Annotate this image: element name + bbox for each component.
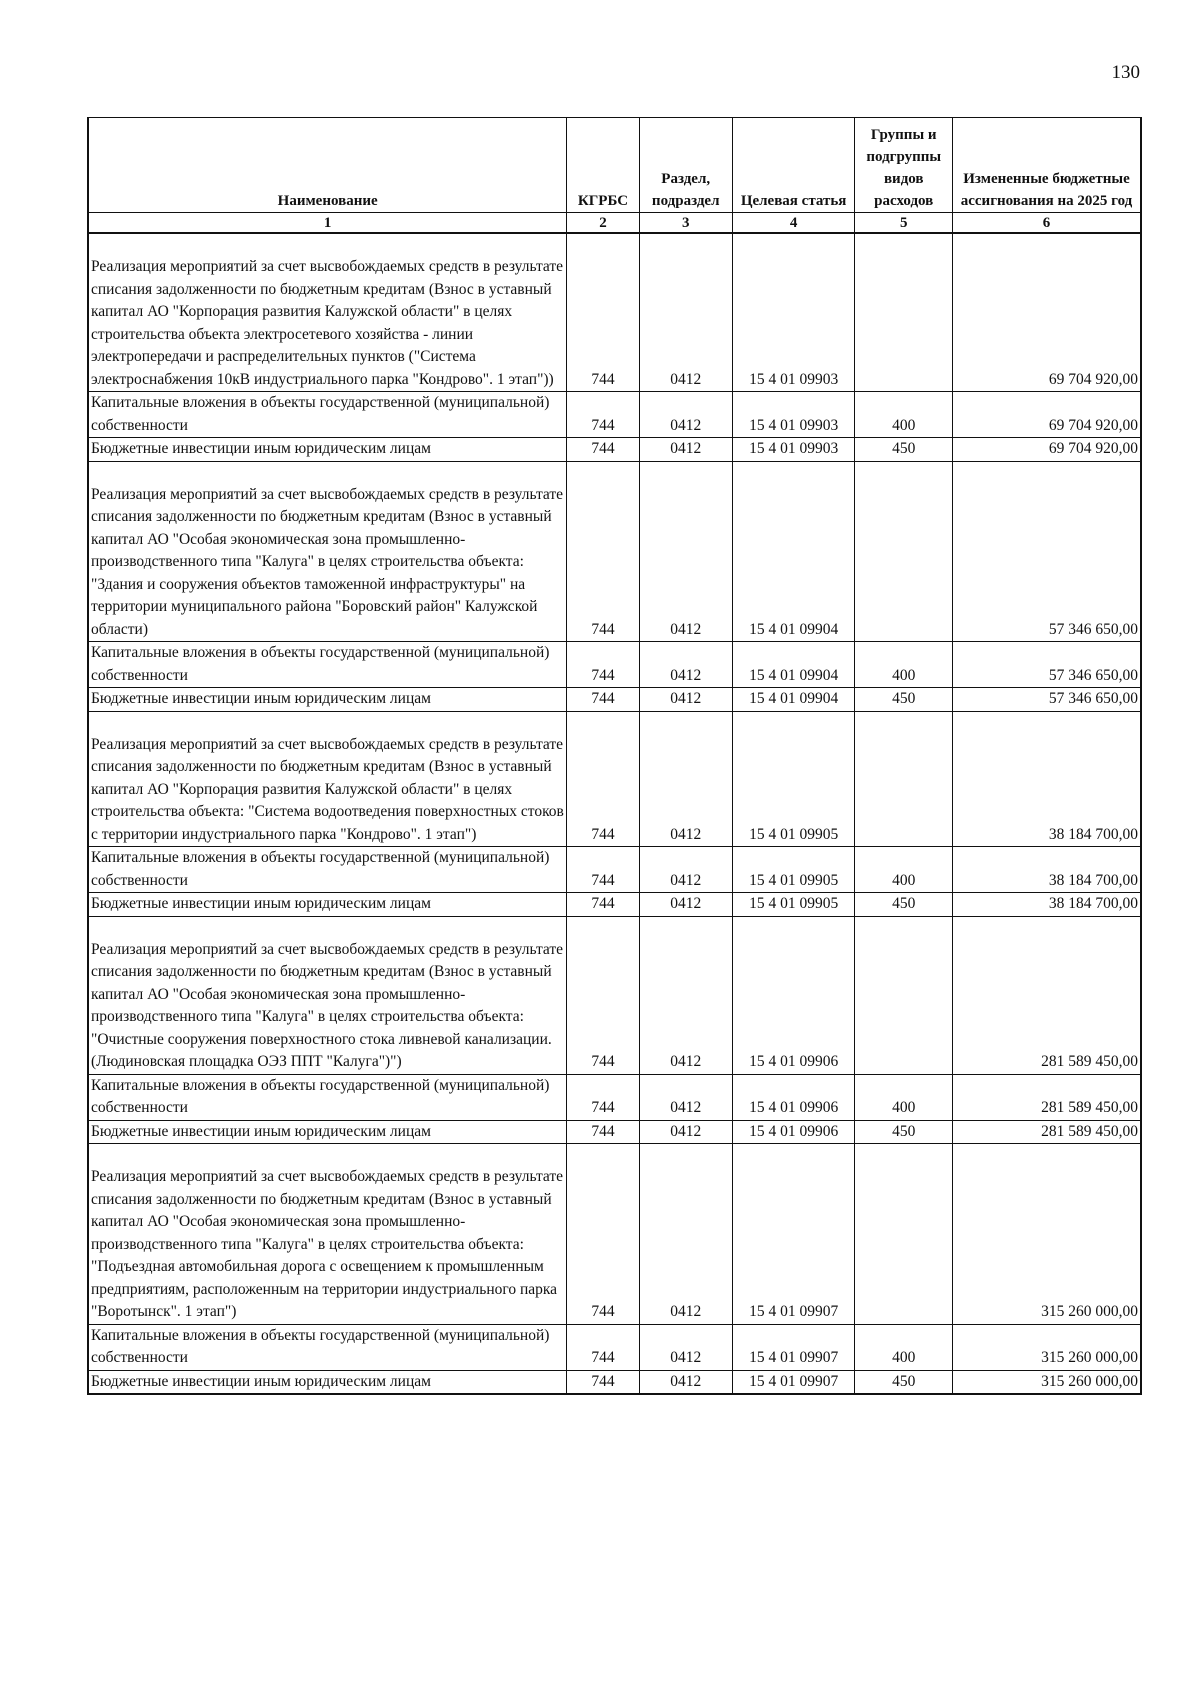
table-row-capital xyxy=(88,1324,1141,1370)
cell-target: 15 4 01 09906 xyxy=(732,1074,855,1120)
cell-kgrbs: 744 xyxy=(567,461,639,642)
cell-razdel: 0412 xyxy=(639,233,732,392)
cell-target: 15 4 01 09905 xyxy=(732,711,855,847)
cell-razdel: 0412 xyxy=(639,1144,732,1325)
cell-kgrbs: 744 xyxy=(567,916,639,1074)
table-row-investments xyxy=(88,1370,1141,1394)
cell-target: 15 4 01 09903 xyxy=(732,233,855,392)
cell-razdel: 0412 xyxy=(639,711,732,847)
cell-amount: 69 704 920,00 xyxy=(953,392,1142,438)
cell-razdel: 0412 xyxy=(639,461,732,642)
cell-name: Капитальные вложения в объекты государственной (муниципальной) собственности xyxy=(88,1074,567,1120)
table-row-capital xyxy=(88,642,1141,688)
cell-amount: 281 589 450,00 xyxy=(953,916,1142,1074)
cell-group: 400 xyxy=(855,1324,953,1370)
cell-name: Капитальные вложения в объекты государственной (муниципальной) собственности xyxy=(88,847,567,893)
cell-name: Капитальные вложения в объекты государственной (муниципальной) собственности xyxy=(88,1324,567,1370)
column-number: 3 xyxy=(639,213,732,234)
cell-target: 15 4 01 09907 xyxy=(732,1370,855,1394)
cell-razdel: 0412 xyxy=(639,1120,732,1144)
cell-kgrbs: 744 xyxy=(567,688,639,712)
cell-name: Реализация мероприятий за счет высвобождаемых средств в результате списания задолженности по бюджетным кредитам (Взнос в уставный капитал АО "Особая экономическая зона промышленно-производственного типа "Калуга" в целях строительства объекта: "Подъездная автомобильная дорога с освещением к промышленным предприятиям, расположенным на территории индустриального парка "Воротынск". 1 этап") xyxy=(88,1144,567,1325)
cell-name: Бюджетные инвестиции иным юридическим лицам xyxy=(88,893,567,917)
header-name: Наименование xyxy=(88,118,567,213)
cell-amount: 281 589 450,00 xyxy=(953,1120,1142,1144)
cell-amount: 69 704 920,00 xyxy=(953,438,1142,462)
header-amount: Измененные бюджетные ассигнования на 2025 год xyxy=(953,118,1142,213)
cell-target: 15 4 01 09907 xyxy=(732,1144,855,1325)
cell-name: Реализация мероприятий за счет высвобождаемых средств в результате списания задолженности по бюджетным кредитам (Взнос в уставный капитал АО "Особая экономическая зона промышленно-производственного типа "Калуга" в целях строительства объекта: "Здания и сооружения объектов таможенной инфраструктуры" на территории муниципального района "Боровский район" Калужской области) xyxy=(88,461,567,642)
cell-target: 15 4 01 09903 xyxy=(732,392,855,438)
cell-razdel: 0412 xyxy=(639,438,732,462)
column-number: 5 xyxy=(855,213,953,234)
header-target: Целевая статья xyxy=(732,118,855,213)
cell-amount: 69 704 920,00 xyxy=(953,233,1142,392)
cell-target: 15 4 01 09907 xyxy=(732,1324,855,1370)
header-razdel: Раздел, подраздел xyxy=(639,118,732,213)
table-row-program xyxy=(88,916,1141,1074)
cell-amount: 57 346 650,00 xyxy=(953,642,1142,688)
cell-kgrbs: 744 xyxy=(567,438,639,462)
cell-target: 15 4 01 09906 xyxy=(732,916,855,1074)
cell-target: 15 4 01 09905 xyxy=(732,847,855,893)
cell-name: Бюджетные инвестиции иным юридическим лицам xyxy=(88,688,567,712)
cell-name: Капитальные вложения в объекты государственной (муниципальной) собственности xyxy=(88,392,567,438)
table-row-capital xyxy=(88,392,1141,438)
column-number: 6 xyxy=(953,213,1142,234)
cell-amount: 281 589 450,00 xyxy=(953,1074,1142,1120)
cell-razdel: 0412 xyxy=(639,1324,732,1370)
table-row-program xyxy=(88,711,1141,847)
cell-target: 15 4 01 09904 xyxy=(732,688,855,712)
table-row-capital xyxy=(88,1074,1141,1120)
cell-target: 15 4 01 09905 xyxy=(732,893,855,917)
cell-group: 450 xyxy=(855,893,953,917)
cell-group: 400 xyxy=(855,642,953,688)
cell-group xyxy=(855,233,953,392)
cell-name: Реализация мероприятий за счет высвобождаемых средств в результате списания задолженности по бюджетным кредитам (Взнос в уставный капитал АО "Корпорация развития Калужской области" в целях строительства объекта: "Система водоотведения поверхностных стоков с территории индустриального парка "Кондрово". 1 этап") xyxy=(88,711,567,847)
cell-group: 450 xyxy=(855,438,953,462)
header-group: Группы и подгруппы видов расходов xyxy=(855,118,953,213)
cell-group xyxy=(855,1144,953,1325)
cell-amount: 38 184 700,00 xyxy=(953,893,1142,917)
cell-razdel: 0412 xyxy=(639,642,732,688)
cell-kgrbs: 744 xyxy=(567,1370,639,1394)
header-kgrbs: КГРБС xyxy=(567,118,639,213)
table-row-program xyxy=(88,1144,1141,1325)
cell-group: 450 xyxy=(855,688,953,712)
cell-kgrbs: 744 xyxy=(567,847,639,893)
table-row-investments xyxy=(88,893,1141,917)
cell-kgrbs: 744 xyxy=(567,1324,639,1370)
cell-name: Бюджетные инвестиции иным юридическим лицам xyxy=(88,438,567,462)
cell-amount: 57 346 650,00 xyxy=(953,688,1142,712)
column-number: 1 xyxy=(88,213,567,234)
cell-amount: 315 260 000,00 xyxy=(953,1144,1142,1325)
cell-name: Бюджетные инвестиции иным юридическим лицам xyxy=(88,1370,567,1394)
cell-kgrbs: 744 xyxy=(567,642,639,688)
cell-kgrbs: 744 xyxy=(567,711,639,847)
cell-razdel: 0412 xyxy=(639,893,732,917)
table-row-investments xyxy=(88,688,1141,712)
cell-amount: 57 346 650,00 xyxy=(953,461,1142,642)
cell-group: 400 xyxy=(855,847,953,893)
cell-name: Реализация мероприятий за счет высвобождаемых средств в результате списания задолженности по бюджетным кредитам (Взнос в уставный капитал АО "Корпорация развития Калужской области" в целях строительства объекта электросетевого хозяйства - линии электропередачи и распределительных пунктов ("Система электроснабжения 10кВ индустриального парка "Кондрово". 1 этап")) xyxy=(88,233,567,392)
table-row-investments xyxy=(88,438,1141,462)
cell-name: Бюджетные инвестиции иным юридическим лицам xyxy=(88,1120,567,1144)
table-row-program xyxy=(88,461,1141,642)
cell-kgrbs: 744 xyxy=(567,1144,639,1325)
cell-amount: 38 184 700,00 xyxy=(953,711,1142,847)
cell-kgrbs: 744 xyxy=(567,392,639,438)
cell-target: 15 4 01 09906 xyxy=(732,1120,855,1144)
cell-group: 400 xyxy=(855,1074,953,1120)
cell-group xyxy=(855,711,953,847)
cell-razdel: 0412 xyxy=(639,1074,732,1120)
column-number: 2 xyxy=(567,213,639,234)
cell-target: 15 4 01 09903 xyxy=(732,438,855,462)
cell-target: 15 4 01 09904 xyxy=(732,642,855,688)
cell-razdel: 0412 xyxy=(639,1370,732,1394)
cell-name: Капитальные вложения в объекты государственной (муниципальной) собственности xyxy=(88,642,567,688)
cell-kgrbs: 744 xyxy=(567,233,639,392)
cell-amount: 38 184 700,00 xyxy=(953,847,1142,893)
cell-razdel: 0412 xyxy=(639,392,732,438)
page-number: 130 xyxy=(1111,62,1140,83)
cell-group: 400 xyxy=(855,392,953,438)
table-body xyxy=(88,233,1141,1394)
cell-group: 450 xyxy=(855,1120,953,1144)
table-row-program xyxy=(88,233,1141,392)
cell-group xyxy=(855,461,953,642)
cell-razdel: 0412 xyxy=(639,847,732,893)
budget-table xyxy=(87,117,1142,1395)
cell-kgrbs: 744 xyxy=(567,1120,639,1144)
cell-target: 15 4 01 09904 xyxy=(732,461,855,642)
cell-group xyxy=(855,916,953,1074)
cell-amount: 315 260 000,00 xyxy=(953,1370,1142,1394)
cell-razdel: 0412 xyxy=(639,688,732,712)
cell-name: Реализация мероприятий за счет высвобождаемых средств в результате списания задолженности по бюджетным кредитам (Взнос в уставный капитал АО "Особая экономическая зона промышленно-производственного типа "Калуга" в целях строительства объекта: "Очистные сооружения поверхностного стока ливневой канализации. (Людиновская площадка ОЭЗ ППТ "Калуга")") xyxy=(88,916,567,1074)
cell-kgrbs: 744 xyxy=(567,1074,639,1120)
cell-amount: 315 260 000,00 xyxy=(953,1324,1142,1370)
cell-kgrbs: 744 xyxy=(567,893,639,917)
cell-razdel: 0412 xyxy=(639,916,732,1074)
table-row-investments xyxy=(88,1120,1141,1144)
cell-group: 450 xyxy=(855,1370,953,1394)
table-row-capital xyxy=(88,847,1141,893)
column-number: 4 xyxy=(732,213,855,234)
